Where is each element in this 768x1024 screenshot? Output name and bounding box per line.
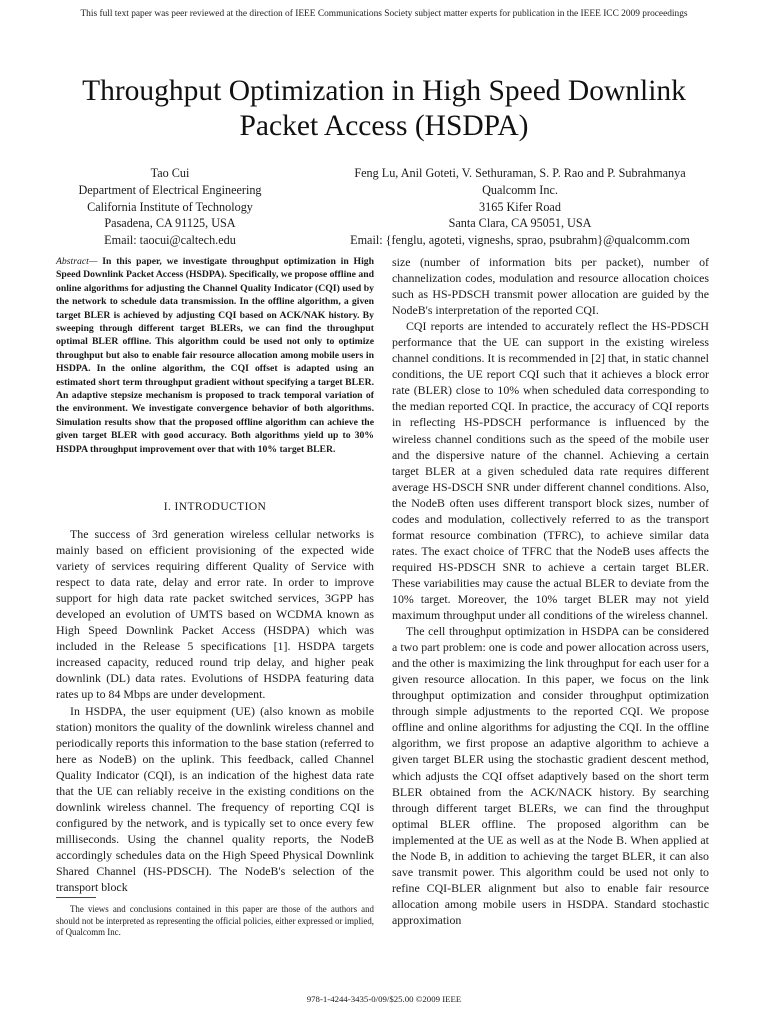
body-paragraph: CQI reports are intended to accurately reflect the HS-PDSCH performance that the UE can support in the existing wireless channel conditions. It is recommended in [2] that, in static channel conditions, the UE report CQI such that it achieves a block error rate (BLER) close to 10% when scheduled data corresponding to the median reported CQI. In practice, the accuracy of CQI reports in reflecting HS-PDSCH performance is influenced by the wireless channel conditions such as the speed of the mobile user and the dispersive nature of the channel. Achieving a certain target BLER at a given scheduled data rate requires different average HS-DSCH SNR under different channel conditions. Also, the NodeB often uses different transport block sizes, number of codes and modulation, collectively referred to as the transport format resource combination (TFRC), to achieve similar data rates. The exact choice of TFRC that the NodeB uses affects the required HS-PDSCH SNR to achieve a certain target BLER. These variabilities may cause the actual BLER to deviate from the 10% target. Moreover, the 10% target BLER may not yield maximum throughput under all conditions of the wireless channel.: [392, 319, 709, 623]
author-left: [50, 165, 290, 249]
author-street: 3165 Kifer Road: [479, 199, 561, 214]
body-paragraph: The cell throughput optimization in HSDPA can be considered a two part problem: one is code and power allocation across users, and the other is maximizing the link throughput for each user for a given resource allocation. In this paper, we focus on the link throughput optimization and consider throughput optimization through simple adjustments to the reported CQI. We propose offline and online algorithms for adjusting the CQI. In the offline algorithm, we first propose an adaptive algorithm to achieve a given target BLER using the stochastic gradient descent method, which adjusts the CQI offset adaptively based on the short term BLER obtained from the ACK/NACK history. By searching through different target BLERs, we can find the throughput optimal BLER offline. The proposed algorithm can be implemented at the UE as well as at the Node B. When applied at the Node B, in addition to achieving the target BLER, it can also save transmit power. This algorithm could be used not only to refine CQI-BLER alignment but also to enable fair resource allocation among mobile users in HSDPA. Standard stochastic approximation: [392, 624, 709, 927]
author-block: [30, 165, 740, 247]
abstract: [56, 255, 374, 456]
section-heading-introduction: I. INTRODUCTION: [163, 501, 267, 513]
author-name: Tao Cui: [150, 166, 190, 180]
author-address: Pasadena, CA 91125, USA: [104, 216, 236, 231]
title-line-2: Packet Access (HSDPA): [239, 110, 529, 142]
right-column-body: [392, 254, 709, 928]
author-company: Qualcomm Inc.: [482, 182, 558, 197]
abstract-label: Abstract—: [56, 256, 98, 267]
left-column-body: [56, 526, 374, 895]
peer-review-note: This full text paper was peer reviewed at the direction of IEEE Communications Society subject matter experts for publication in the IEEE ICC 2009 proceedings: [80, 9, 688, 19]
body-paragraph: In HSDPA, the user equipment (UE) (also known as mobile station) monitors the quality of the downlink wireless channel and periodically reports this information to the base station (referred to here as NodeB) on the uplink. This feedback, called Channel Quality Indicator (CQI), is an indication of the highest data rate that the UE can reliably receive in the existing conditions on the downlink wireless channel. The frequency of reporting CQI is configured by the network, and is typically set to once every few milliseconds. Using the channel quality reports, the NodeB accordingly schedules data on the High Speed Physical Downlink Shared Channel (HS-PDSCH). The NodeB's selection of the transport block: [56, 703, 374, 895]
author-email: Email: {fenglu, agoteti, vigneshs, sprao, psubrahm}@qualcomm.com: [350, 233, 690, 248]
body-paragraph: size (number of information bits per packet), number of channelization codes, modulation and resource allocation choices such as HS-PDSCH transmit power allocation are guided by the NodeB's interpretation of the reported CQI.: [392, 255, 709, 318]
title-line-1: Throughput Optimization in High Speed Downlink: [82, 75, 686, 107]
author-institution: California Institute of Technology: [87, 199, 253, 214]
abstract-text: In this paper, we investigate throughput optimization in High Speed Downlink Packet Access (HSDPA). Specifically, we propose offline and online algorithms for adjusting the Channel Quality Indicator (CQI) used by the network to schedule data transmission. In the offline algorithm, a given target BLER is achieved by adjusting CQI based on ACK/NAK history. By sweeping through different target BLERs, we can find the throughput optimal BLER offline. This algorithm could be used not only to optimize throughput but also to enable fair resource allocation among mobile users in HSDPA. In the online algorithm, the CQI offset is adapted using an estimated short term throughput gradient without specifying a target BLER. An adaptive stepsize mechanism is proposed to track temporal variation of the environment. We investigate convergence behavior of both algorithms. Simulation results show that the proposed offline algorithm can achieve the given target BLER with good accuracy. Both algorithms yield up to 30% HSDPA throughput improvement over that with 10% target BLER.: [56, 256, 374, 455]
author-city: Santa Clara, CA 95051, USA: [448, 216, 592, 231]
body-paragraph: The success of 3rd generation wireless cellular networks is mainly based on efficient provisioning of the expected wide variety of services requiring different Quality of Service with respect to data rate, delay and error rate. In order to improve support for high data rate packet switched services, 3GPP has developed an evolution of UMTS based on WCDMA known as High Speed Downlink Packet Access (HSDPA) which was included in the Release 5 specifications [1]. HSDPA targets increased capacity, reduced round trip delay, and higher peak downlink (DL) data rates. Evolutions of HSDPA featuring data rates up to 84 Mbps are under development.: [56, 527, 374, 702]
author-names: Feng Lu, Anil Goteti, V. Sethuraman, S. P. Rao and P. Subrahmanya: [354, 166, 686, 180]
footnote: The views and conclusions contained in this paper are those of the authors and should not be interpreted as representing the official policies, either expressed or implied, of Qualcomm Inc.: [56, 904, 374, 937]
author-right: [290, 165, 750, 249]
author-department: Department of Electrical Engineering: [78, 182, 262, 197]
author-email: Email: taocui@caltech.edu: [104, 233, 236, 248]
copyright-footer: 978-1-4244-3435-0/09/$25.00 ©2009 IEEE: [306, 994, 462, 1004]
footnote-divider: [56, 897, 96, 898]
paper-title: [40, 74, 728, 144]
